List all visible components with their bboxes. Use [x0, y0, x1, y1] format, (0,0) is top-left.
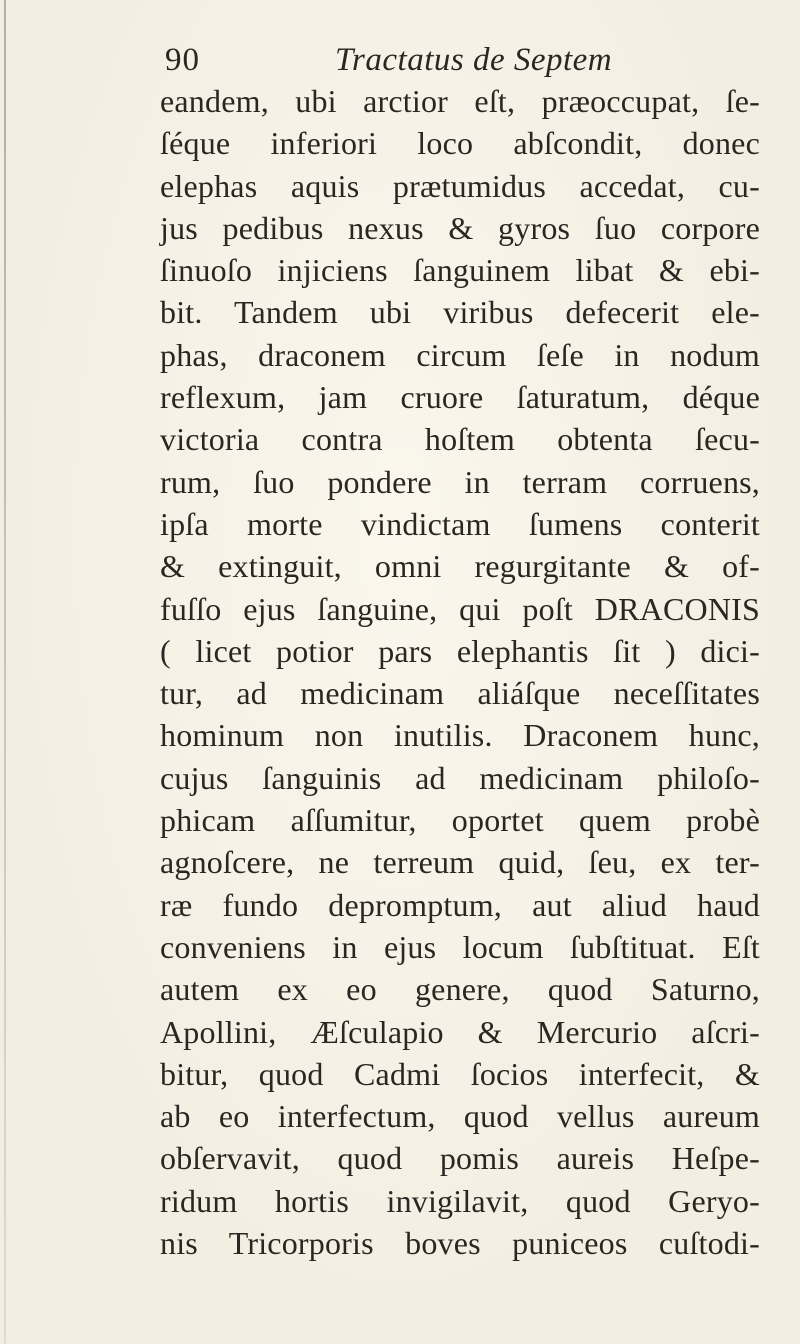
text-line: ræ fundo depromptum, aut aliud haud	[160, 886, 760, 923]
text-line: autem ex eo genere, quod Saturno,	[160, 971, 760, 1008]
text-line: hominum non inutilis. Draconem hunc,	[160, 717, 760, 754]
text-line: reflexum, jam cruore ſaturatum, déque	[160, 379, 760, 416]
text-line: rum, ſuo pondere in terram corruens,	[160, 463, 760, 500]
text-line: bitur, quod Cadmi ſocios interfecit, &	[160, 1055, 760, 1092]
text-line: elephas aquis prætumidus accedat, cu-	[160, 167, 760, 204]
text-line: conveniens in ejus locum ſubſtituat. Eſt	[160, 928, 760, 965]
text-line: & extinguit, omni regurgitante & of-	[160, 548, 760, 585]
page-number: 90	[165, 42, 200, 78]
text-line: victoria contra hoſtem obtenta ſecu-	[160, 421, 760, 458]
text-line: jus pedibus nexus & gyros ſuo corpore	[160, 209, 760, 246]
text-line: phicam aſſumitur, oportet quem probè	[160, 802, 760, 839]
text-line: ridum hortis invigilavit, quod Geryo-	[160, 1182, 760, 1219]
text-line: tur, ad medicinam aliáſque neceſſitates	[160, 675, 760, 712]
text-line: cujus ſanguinis ad medicinam philoſo-	[160, 759, 760, 796]
text-line: Apollini, Æſculapio & Mercurio aſcri-	[160, 1013, 760, 1050]
text-line: fuſſo ejus ſanguine, qui poſt DRACONIS	[160, 590, 760, 627]
text-line: ſéque inferiori loco abſcondit, donec	[160, 125, 760, 162]
text-line: ipſa morte vindictam ſumens conterit	[160, 505, 760, 542]
running-title: Tractatus de Septem	[335, 42, 613, 78]
text-line: phas, draconem circum ſeſe in nodum	[160, 336, 760, 373]
page-gutter-edge	[4, 0, 6, 1344]
text-line: ſinuoſo injiciens ſanguinem libat & ebi-	[160, 252, 760, 289]
text-line: agnoſcere, ne terreum quid, ſeu, ex ter-	[160, 844, 760, 881]
text-line: ( licet potior pars elephantis ſit ) dici-	[160, 632, 760, 669]
text-line: nis Tricorporis boves puniceos cuſtodi-	[160, 1225, 760, 1262]
text-line: obſervavit, quod pomis aureis Heſpe-	[160, 1140, 760, 1177]
body-text	[160, 80, 760, 1264]
text-line: bit. Tandem ubi viribus defecerit ele-	[160, 294, 760, 331]
text-line: eandem, ubi arctior eſt, præoccupat, ſe-	[160, 83, 760, 119]
text-line: ab eo interfectum, quod vellus aureum	[160, 1098, 760, 1135]
